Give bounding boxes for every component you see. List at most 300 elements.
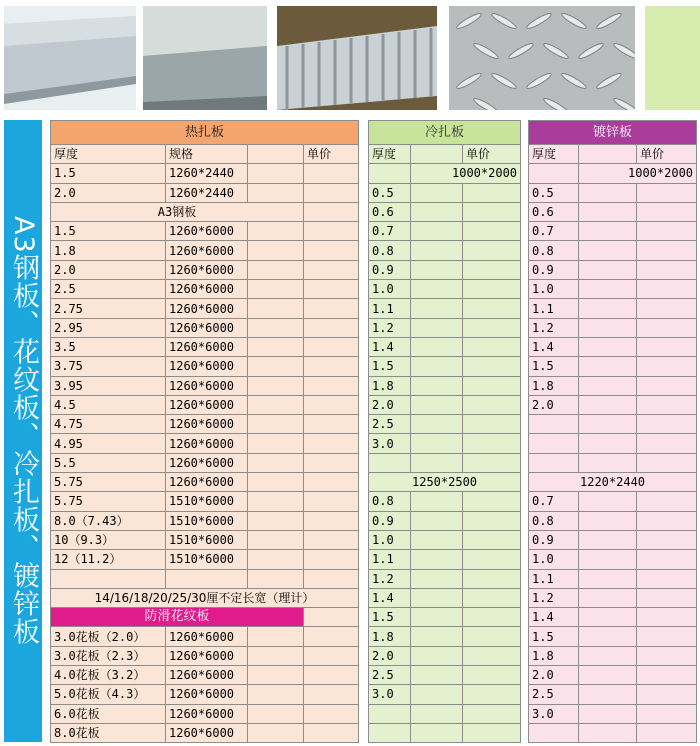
table-row — [369, 627, 521, 646]
table-row — [369, 241, 521, 260]
empty-cell — [411, 183, 463, 202]
table-row — [369, 337, 521, 356]
empty-cell — [248, 260, 304, 279]
table-row — [529, 260, 697, 279]
empty-cell — [411, 666, 463, 685]
price-cell — [637, 646, 697, 665]
price-cell — [304, 685, 359, 704]
table-row — [51, 434, 359, 453]
empty-cell — [411, 569, 463, 588]
table-row — [529, 337, 697, 356]
thickness-cell: 0.9 — [369, 260, 411, 279]
table-row — [529, 222, 697, 241]
price-cell — [463, 241, 521, 260]
col-thickness-header: 厚度 — [369, 145, 411, 164]
thickness-cell: 2.0 — [529, 666, 579, 685]
empty-cell — [579, 415, 637, 434]
price-cell — [637, 357, 697, 376]
price-cell — [304, 415, 359, 434]
empty-cell — [248, 511, 304, 530]
thickness-cell: 8.0（7.43） — [51, 511, 166, 530]
table-row — [369, 357, 521, 376]
table-row — [51, 550, 359, 569]
empty-cell — [579, 145, 637, 164]
thickness-cell — [529, 434, 579, 453]
empty-cell — [579, 376, 637, 395]
empty-cell — [411, 280, 463, 299]
table-row — [51, 164, 359, 183]
price-cell — [463, 395, 521, 414]
empty-cell — [248, 164, 304, 183]
table-row — [529, 588, 697, 607]
price-cell — [637, 608, 697, 627]
table-row — [529, 511, 697, 530]
thickness-cell: 5.5 — [51, 453, 166, 472]
empty-cell — [579, 704, 637, 723]
thickness-cell: 2.95 — [51, 318, 166, 337]
empty-cell — [248, 357, 304, 376]
thickness-cell: 1.2 — [369, 318, 411, 337]
empty-cell — [411, 588, 463, 607]
empty-cell — [579, 260, 637, 279]
table-row — [529, 241, 697, 260]
empty-cell — [579, 318, 637, 337]
thickness-cell: 0.8 — [369, 492, 411, 511]
table-row — [369, 608, 521, 627]
table-row — [529, 202, 697, 221]
empty-cell — [579, 666, 637, 685]
thickness-cell — [529, 723, 579, 742]
empty-cell — [248, 492, 304, 511]
table-row — [369, 511, 521, 530]
spec-cell: 1260*6000 — [166, 453, 248, 472]
price-cell — [637, 550, 697, 569]
price-cell — [463, 685, 521, 704]
price-cell — [637, 627, 697, 646]
price-cell — [463, 453, 521, 472]
thickness-cell: 3.0 — [369, 685, 411, 704]
table-row — [51, 627, 359, 646]
table-row — [369, 164, 521, 183]
empty-cell — [579, 337, 637, 356]
empty-cell — [411, 337, 463, 356]
empty-cell — [579, 434, 637, 453]
table-row — [369, 260, 521, 279]
empty-cell — [248, 453, 304, 472]
price-cell — [637, 299, 697, 318]
thickness-cell: 3.0 — [369, 434, 411, 453]
thickness-cell: 0.8 — [529, 241, 579, 260]
price-cell — [304, 723, 359, 742]
empty-cell — [248, 415, 304, 434]
empty-cell — [411, 685, 463, 704]
price-cell — [463, 434, 521, 453]
empty-cell — [248, 183, 304, 202]
empty-cell — [411, 357, 463, 376]
empty-cell — [411, 318, 463, 337]
table-row — [369, 145, 521, 164]
empty-cell — [579, 202, 637, 221]
empty-cell — [411, 550, 463, 569]
thickness-cell: 2.5 — [369, 666, 411, 685]
table-row — [51, 492, 359, 511]
price-cell — [304, 337, 359, 356]
empty-cell — [411, 530, 463, 549]
price-cell — [304, 646, 359, 665]
empty-cell — [248, 280, 304, 299]
price-cell — [304, 666, 359, 685]
table-row — [51, 704, 359, 723]
table-row — [529, 666, 697, 685]
price-cell — [463, 222, 521, 241]
empty-cell — [248, 395, 304, 414]
thickness-cell: 1.0 — [529, 280, 579, 299]
table-row — [51, 453, 359, 472]
price-cell — [463, 299, 521, 318]
table-row — [51, 241, 359, 260]
table-row — [369, 492, 521, 511]
thickness-cell: 1.4 — [529, 608, 579, 627]
price-cell — [637, 666, 697, 685]
table-row — [529, 318, 697, 337]
thickness-cell: 0.6 — [529, 202, 579, 221]
empty-cell — [411, 492, 463, 511]
thickness-cell: 1.1 — [369, 550, 411, 569]
table-row — [51, 299, 359, 318]
price-cell — [463, 260, 521, 279]
price-cell — [304, 299, 359, 318]
table-row — [529, 280, 697, 299]
thickness-cell: 0.9 — [529, 260, 579, 279]
price-cell — [304, 222, 359, 241]
empty-cell — [248, 646, 304, 665]
price-cell — [304, 569, 359, 588]
table-row — [369, 183, 521, 202]
price-cell — [463, 588, 521, 607]
price-cell — [463, 646, 521, 665]
price-cell — [463, 357, 521, 376]
price-cell — [463, 492, 521, 511]
price-cell — [637, 723, 697, 742]
empty-cell — [579, 569, 637, 588]
price-cell — [637, 511, 697, 530]
price-cell — [304, 453, 359, 472]
thickness-cell: 1.5 — [51, 222, 166, 241]
price-cell — [304, 434, 359, 453]
table-row — [369, 569, 521, 588]
spec-cell: 1260*6000 — [166, 627, 248, 646]
table-row — [529, 453, 697, 472]
spec-cell: 1260*6000 — [166, 260, 248, 279]
empty-cell — [579, 299, 637, 318]
thickness-cell — [529, 415, 579, 434]
table-row — [369, 376, 521, 395]
thickness-cell — [529, 453, 579, 472]
price-cell — [637, 241, 697, 260]
table-row — [529, 685, 697, 704]
price-cell — [637, 588, 697, 607]
table-row — [51, 473, 359, 492]
price-cell — [463, 318, 521, 337]
thickness-cell: 1.2 — [369, 569, 411, 588]
empty-cell — [529, 164, 579, 183]
spec-cell: 1260*6000 — [166, 280, 248, 299]
thickness-cell: 3.95 — [51, 376, 166, 395]
spec-cell: 1510*6000 — [166, 530, 248, 549]
empty-cell — [248, 550, 304, 569]
thickness-cell: 0.5 — [369, 183, 411, 202]
table-row — [369, 588, 521, 607]
spec-cell: 1260*6000 — [166, 666, 248, 685]
thickness-cell: 0.7 — [529, 222, 579, 241]
thickness-cell: 4.0花板（3.2） — [51, 666, 166, 685]
price-cell — [637, 492, 697, 511]
price-cell — [304, 704, 359, 723]
spec-cell: 1260*6000 — [166, 434, 248, 453]
price-cell — [637, 704, 697, 723]
price-cell — [637, 183, 697, 202]
table-row — [369, 685, 521, 704]
empty-cell — [579, 241, 637, 260]
col-price-header: 单价 — [463, 145, 521, 164]
thickness-cell: 0.8 — [369, 241, 411, 260]
table-row — [51, 646, 359, 665]
table-row — [51, 260, 359, 279]
empty-cell — [411, 646, 463, 665]
price-cell — [463, 183, 521, 202]
spec-cell: 1510*6000 — [166, 511, 248, 530]
table-row — [51, 145, 359, 164]
side-title-bar — [4, 120, 42, 742]
thickness-cell: 4.5 — [51, 395, 166, 414]
spec-cell: 1260*6000 — [166, 646, 248, 665]
table-row — [529, 492, 697, 511]
anti-slip-title: 防滑花纹板 — [51, 608, 304, 627]
empty-cell — [579, 646, 637, 665]
empty-cell — [411, 145, 463, 164]
price-cell — [463, 511, 521, 530]
empty-cell — [579, 530, 637, 549]
empty-cell — [411, 627, 463, 646]
price-cell — [637, 569, 697, 588]
thickness-cell: 1.8 — [529, 646, 579, 665]
price-cell — [463, 723, 521, 742]
thickness-cell: 0.5 — [529, 183, 579, 202]
price-cell — [304, 492, 359, 511]
price-cell — [463, 704, 521, 723]
thickness-cell: 1.0 — [529, 550, 579, 569]
table-row — [529, 145, 697, 164]
spec-cell: 1260*2440 — [166, 164, 248, 183]
thickness-cell: 0.6 — [369, 202, 411, 221]
empty-cell — [304, 608, 359, 627]
price-cell — [304, 473, 359, 492]
price-cell — [304, 241, 359, 260]
spec-cell: 1260*6000 — [166, 299, 248, 318]
empty-cell — [579, 183, 637, 202]
thickness-cell: 1.1 — [529, 299, 579, 318]
table-row — [529, 473, 697, 492]
thickness-cell: 8.0花板 — [51, 723, 166, 742]
table-row — [369, 646, 521, 665]
table-row — [369, 222, 521, 241]
corrugated-sheet-photo — [277, 6, 437, 110]
price-cell — [637, 222, 697, 241]
thickness-cell: 1.5 — [369, 357, 411, 376]
thickness-cell — [369, 453, 411, 472]
empty-cell — [411, 299, 463, 318]
price-cell — [304, 530, 359, 549]
empty-cell — [579, 357, 637, 376]
empty-cell — [411, 511, 463, 530]
empty-cell — [411, 608, 463, 627]
price-cell — [637, 260, 697, 279]
steel-plate-photo — [4, 6, 136, 110]
table-row — [369, 473, 521, 492]
thickness-cell: 1.5 — [369, 608, 411, 627]
size-label: 1000*2000 — [579, 164, 697, 183]
price-cell — [637, 318, 697, 337]
size-label: 1000*2000 — [411, 164, 521, 183]
table-row — [51, 666, 359, 685]
thickness-cell: 1.4 — [529, 337, 579, 356]
table-row — [51, 588, 359, 607]
thickness-cell — [51, 569, 166, 588]
price-cell — [463, 627, 521, 646]
thickness-cell: 1.0 — [369, 530, 411, 549]
thickness-cell: 1.1 — [529, 569, 579, 588]
empty-cell — [411, 376, 463, 395]
thickness-cell: 2.0 — [51, 260, 166, 279]
empty-cell — [304, 202, 359, 221]
thickness-cell: 3.75 — [51, 357, 166, 376]
table-row — [51, 569, 359, 588]
empty-cell — [248, 530, 304, 549]
price-cell — [463, 608, 521, 627]
thickness-cell: 2.0 — [51, 183, 166, 202]
size-label: 1220*2440 — [529, 473, 697, 492]
empty-cell — [248, 627, 304, 646]
empty-cell — [411, 453, 463, 472]
table-row — [529, 183, 697, 202]
table-row — [369, 415, 521, 434]
table-row — [369, 121, 521, 145]
price-cell — [304, 164, 359, 183]
empty-cell — [579, 395, 637, 414]
thickness-cell: 1.4 — [369, 337, 411, 356]
thickness-cell: 10（9.3） — [51, 530, 166, 549]
table-row — [529, 164, 697, 183]
table-row — [369, 530, 521, 549]
table-row — [529, 704, 697, 723]
hot-rolled-title: 热扎板 — [51, 121, 359, 145]
table-row — [369, 202, 521, 221]
empty-cell — [248, 434, 304, 453]
thick-plate-note: 14/16/18/20/25/30厘不定长宽（理计） — [51, 588, 359, 607]
table-row — [529, 569, 697, 588]
thickness-cell: 2.5 — [369, 415, 411, 434]
table-row — [51, 376, 359, 395]
table-row — [51, 395, 359, 414]
empty-cell — [579, 608, 637, 627]
table-row — [369, 299, 521, 318]
price-cell — [304, 318, 359, 337]
table-row — [51, 685, 359, 704]
thickness-cell — [369, 704, 411, 723]
price-cell — [463, 202, 521, 221]
thickness-cell: 3.0花板（2.0） — [51, 627, 166, 646]
table-row — [529, 121, 697, 145]
price-cell — [463, 280, 521, 299]
col-spec-header: 规格 — [166, 145, 248, 164]
spec-cell: 1260*6000 — [166, 222, 248, 241]
table-row — [369, 318, 521, 337]
spec-cell: 1260*6000 — [166, 376, 248, 395]
table-row — [51, 121, 359, 145]
empty-cell — [411, 415, 463, 434]
price-cell — [463, 376, 521, 395]
cold-rolled-table — [368, 120, 521, 743]
thickness-cell: 3.0花板（2.3） — [51, 646, 166, 665]
empty-cell — [411, 260, 463, 279]
empty-cell — [411, 222, 463, 241]
empty-cell — [248, 337, 304, 356]
table-row — [51, 222, 359, 241]
spec-cell: 1260*6000 — [166, 318, 248, 337]
empty-cell — [411, 434, 463, 453]
table-row — [369, 395, 521, 414]
side-title: A3钢板、花纹板、冷扎板、镀锌板 — [8, 216, 39, 646]
table-row — [529, 627, 697, 646]
table-row — [529, 608, 697, 627]
table-row — [529, 299, 697, 318]
table-row — [369, 704, 521, 723]
price-cell — [304, 280, 359, 299]
price-cell — [304, 511, 359, 530]
table-row — [51, 530, 359, 549]
hot-rolled-table — [50, 120, 359, 743]
table-row — [529, 395, 697, 414]
table-row — [51, 318, 359, 337]
thickness-cell: 5.75 — [51, 492, 166, 511]
table-row — [51, 608, 359, 627]
table-row — [529, 415, 697, 434]
price-cell — [304, 627, 359, 646]
empty-cell — [579, 222, 637, 241]
table-row — [51, 723, 359, 742]
spec-cell: 1260*6000 — [166, 241, 248, 260]
col-price-header: 单价 — [304, 145, 359, 164]
thickness-cell: 2.75 — [51, 299, 166, 318]
table-row — [51, 511, 359, 530]
empty-cell — [248, 685, 304, 704]
col-thickness-header: 厚度 — [529, 145, 579, 164]
table-row — [529, 434, 697, 453]
empty-cell — [248, 473, 304, 492]
thickness-cell: 5.0花板（4.3） — [51, 685, 166, 704]
col-price-header: 单价 — [637, 145, 697, 164]
thickness-cell: 0.9 — [369, 511, 411, 530]
empty-cell — [411, 202, 463, 221]
thickness-cell: 4.95 — [51, 434, 166, 453]
col-thickness-header: 厚度 — [51, 145, 166, 164]
thickness-cell: 1.2 — [529, 588, 579, 607]
thickness-cell: 5.75 — [51, 473, 166, 492]
thickness-cell: 0.9 — [529, 530, 579, 549]
price-cell — [304, 395, 359, 414]
empty-cell — [248, 666, 304, 685]
thickness-cell: 1.2 — [529, 318, 579, 337]
